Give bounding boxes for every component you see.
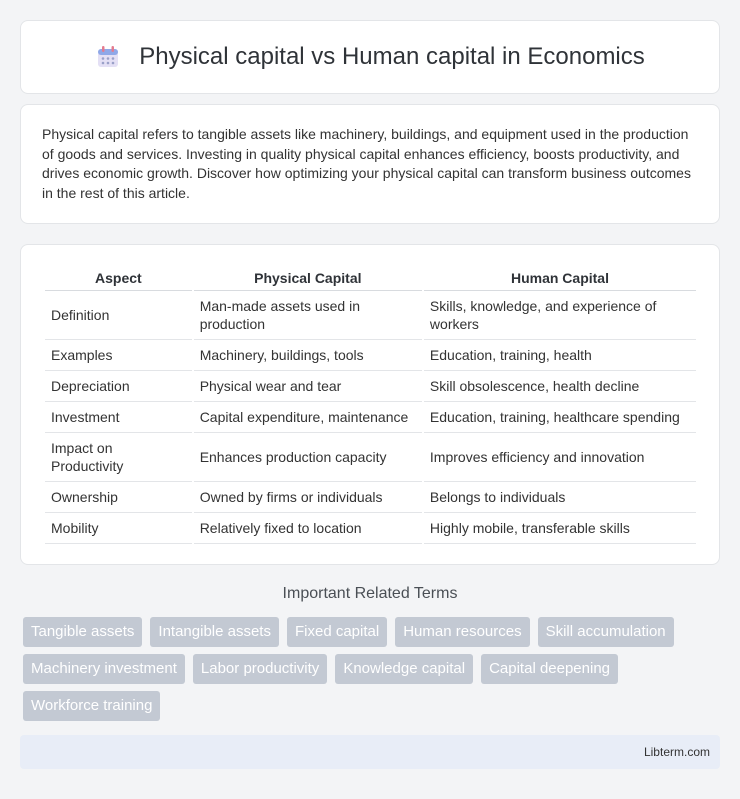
cell-aspect: Ownership xyxy=(45,482,192,513)
table-row xyxy=(45,291,696,340)
tag-capital-deepening[interactable]: Capital deepening xyxy=(481,654,618,684)
tag-workforce-training[interactable]: Workforce training xyxy=(23,691,160,721)
comparison-table xyxy=(43,265,698,544)
tag-human-resources[interactable]: Human resources xyxy=(395,617,529,647)
footer xyxy=(20,735,720,769)
cell-physical: Physical wear and tear xyxy=(194,371,422,402)
cell-aspect: Investment xyxy=(45,402,192,433)
cell-human: Improves efficiency and innovation xyxy=(424,433,696,482)
table-row xyxy=(45,371,696,402)
cell-aspect: Examples xyxy=(45,340,192,371)
tag-tangible-assets[interactable]: Tangible assets xyxy=(23,617,142,647)
tag-knowledge-capital[interactable]: Knowledge capital xyxy=(335,654,473,684)
table-row xyxy=(45,482,696,513)
cell-physical: Machinery, buildings, tools xyxy=(194,340,422,371)
comparison-card xyxy=(20,244,720,565)
table-row xyxy=(45,340,696,371)
calendar-icon xyxy=(95,44,121,70)
cell-physical: Enhances production capacity xyxy=(194,433,422,482)
cell-aspect: Mobility xyxy=(45,513,192,544)
cell-aspect: Definition xyxy=(45,291,192,340)
related-tags xyxy=(23,617,723,721)
cell-human: Belongs to individuals xyxy=(424,482,696,513)
header-physical-capital: Physical Capital xyxy=(194,265,422,291)
cell-physical: Owned by firms or individuals xyxy=(194,482,422,513)
cell-human: Education, training, healthcare spending xyxy=(424,402,696,433)
related-terms-title: Important Related Terms xyxy=(282,585,458,602)
header-aspect: Aspect xyxy=(45,265,192,291)
cell-physical: Man-made assets used in production xyxy=(194,291,422,340)
intro-text: Physical capital refers to tangible assets like machinery, buildings, and equipment used in the production of goods and services. Investing in quality physical capital enhances efficiency, boosts productivity, and drives economic growth. Discover how optimizing your physical capital can transform business outcomes in the rest of this article. xyxy=(42,126,691,201)
cell-aspect: Depreciation xyxy=(45,371,192,402)
cell-physical: Relatively fixed to location xyxy=(194,513,422,544)
cell-physical: Capital expenditure, maintenance xyxy=(194,402,422,433)
header-human-capital: Human Capital xyxy=(424,265,696,291)
table-row xyxy=(45,513,696,544)
table-row xyxy=(45,433,696,482)
page-title: Physical capital vs Human capital in Economics xyxy=(139,43,645,70)
tag-fixed-capital[interactable]: Fixed capital xyxy=(287,617,387,647)
tag-skill-accumulation[interactable]: Skill accumulation xyxy=(538,617,674,647)
cell-human: Skills, knowledge, and experience of workers xyxy=(424,291,696,340)
tag-machinery-investment[interactable]: Machinery investment xyxy=(23,654,185,684)
cell-human: Education, training, health xyxy=(424,340,696,371)
footer-brand-link[interactable]: Libterm.com xyxy=(643,745,710,759)
title-card xyxy=(20,20,720,94)
table-row xyxy=(45,402,696,433)
cell-human: Highly mobile, transferable skills xyxy=(424,513,696,544)
cell-aspect: Impact on Productivity xyxy=(45,433,192,482)
intro-card xyxy=(20,104,720,224)
tag-labor-productivity[interactable]: Labor productivity xyxy=(193,654,327,684)
cell-human: Skill obsolescence, health decline xyxy=(424,371,696,402)
tag-intangible-assets[interactable]: Intangible assets xyxy=(150,617,279,647)
